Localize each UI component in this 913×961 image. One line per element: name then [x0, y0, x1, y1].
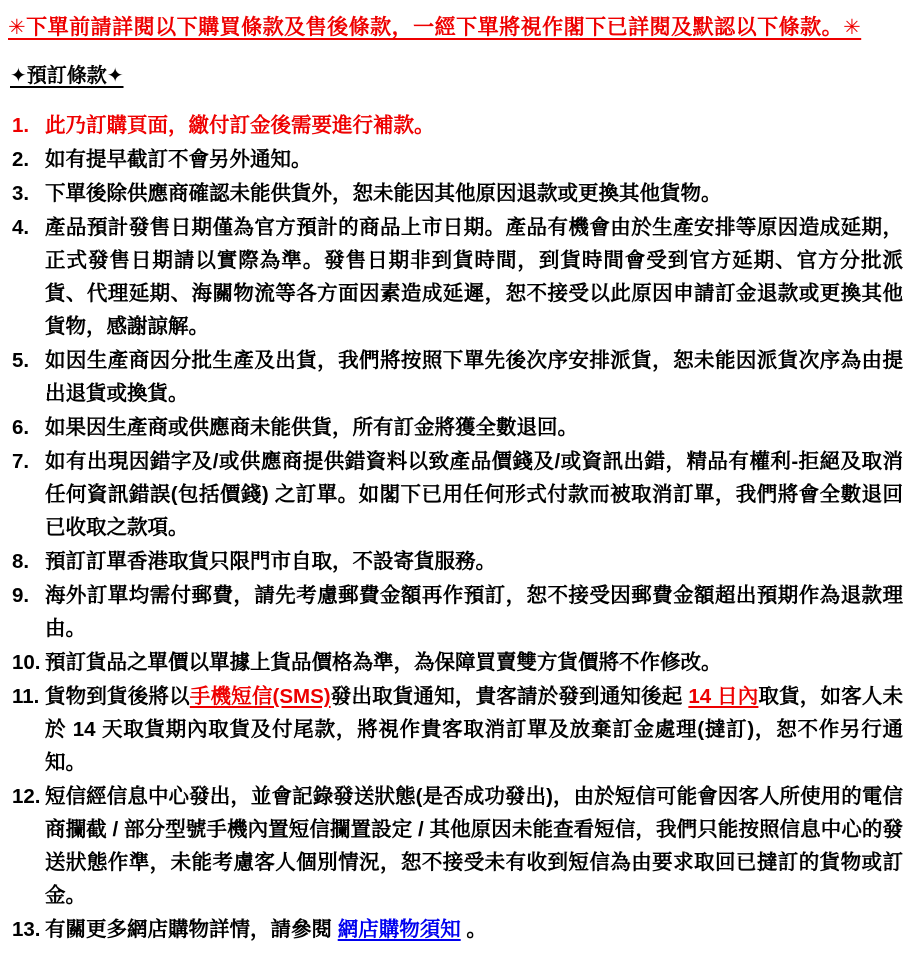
red-underline-emphasis: 手機短信(SMS): [189, 685, 331, 708]
terms-list: [8, 109, 903, 946]
term-text: 此乃訂購頁面，繳付訂金後需要進行補款。: [45, 114, 435, 137]
term-item: [8, 445, 903, 544]
term-number: 11.: [12, 685, 40, 708]
term-text: 產品預計發售日期僅為官方預計的商品上市日期。產品有機會由於生產安排等原因造成延期，正式發售日期請以實際為準。發售日期非到貨時間，到貨時間會受到官方延期、官方分批派貨、代理延期、海關物流等各方面因素造成延遲，恕不接受以此原因申請訂金退款或更換其他貨物，感謝諒解。: [45, 216, 903, 338]
term-text: 取貨，如客人未於 14 天取貨期內取貨及付尾款，將視作貴客取消訂單及放棄訂金處理(撻訂)，恕不作另行通知。: [45, 685, 904, 774]
term-text: 預訂訂單香港取貨只限門市自取，不設寄貨服務。: [45, 550, 496, 573]
term-item: [8, 177, 903, 210]
term-text: 發出取貨通知，貴客請於發到通知後起: [330, 685, 689, 708]
term-text: 如有提早截訂不會另外通知。: [45, 148, 312, 171]
section-heading-preorder-terms: ✦預訂條款✦: [10, 65, 124, 87]
term-item: [8, 211, 903, 343]
term-text: 如因生產商因分批生產及出貨，我們將按照下單先後次序安排派貨，恕未能因派貨次序為由提出退貨或換貨。: [45, 349, 903, 405]
term-text: 貨物到貨後將以: [45, 685, 190, 708]
term-item: [8, 680, 903, 779]
term-text: 有關更多網店購物詳情，請參閱: [45, 918, 338, 941]
pre-order-notice-banner: ✳下單前請詳閱以下購買條款及售後條款，一經下單將視作閣下已詳閱及默認以下條款。✳: [8, 16, 862, 39]
term-item: [8, 143, 903, 176]
term-number: 4.: [12, 216, 30, 239]
term-number: 2.: [12, 148, 30, 171]
term-text: 短信經信息中心發出，並會記錄發送狀態(是否成功發出)，由於短信可能會因客人所使用的電信商攔截 / 部分型號手機內置短信攔置設定 / 其他原因未能查看短信，我們只能按照信息中心的發送狀態作準，未能考慮客人個別情況，恕不接受未有收到短信為由要求取回已撻訂的貨物或訂金。: [45, 785, 903, 907]
term-number: 3.: [12, 182, 30, 205]
term-text: 。: [460, 918, 487, 941]
term-item: [8, 913, 903, 946]
shop-notice-link[interactable]: 網店購物須知: [337, 918, 461, 941]
red-underline-emphasis: 14 日內: [688, 685, 759, 708]
term-number: 6.: [12, 416, 30, 439]
term-number: 7.: [12, 450, 30, 473]
term-item: [8, 109, 903, 142]
term-number: 10.: [12, 651, 41, 674]
term-text: 預訂貨品之單價以單據上貨品價格為準，為保障買賣雙方貨價將不作修改。: [45, 651, 722, 674]
term-number: 1.: [12, 114, 30, 137]
term-number: 5.: [12, 349, 30, 372]
term-item: [8, 646, 903, 679]
term-text: 如有出現因錯字及/或供應商提供錯資料以致產品價錢及/或資訊出錯，精品有權利-拒絕及取消任何資訊錯誤(包括價錢) 之訂單。如閣下已用任何形式付款而被取消訂單，我們將會全數退回已收取之款項。: [45, 450, 903, 539]
term-number: 12.: [12, 785, 41, 808]
term-item: [8, 344, 903, 410]
term-text: 海外訂單均需付郵費，請先考慮郵費金額再作預訂，恕不接受因郵費金額超出預期作為退款理由。: [45, 584, 903, 640]
term-item: [8, 545, 903, 578]
term-number: 13.: [12, 918, 41, 941]
term-number: 8.: [12, 550, 30, 573]
term-number: 9.: [12, 584, 30, 607]
term-item: [8, 411, 903, 444]
term-text: 下單後除供應商確認未能供貨外，恕未能因其他原因退款或更換其他貨物。: [45, 182, 722, 205]
term-text: 如果因生產商或供應商未能供貨，所有訂金將獲全數退回。: [45, 416, 578, 439]
term-item: [8, 780, 903, 912]
term-item: [8, 579, 903, 645]
